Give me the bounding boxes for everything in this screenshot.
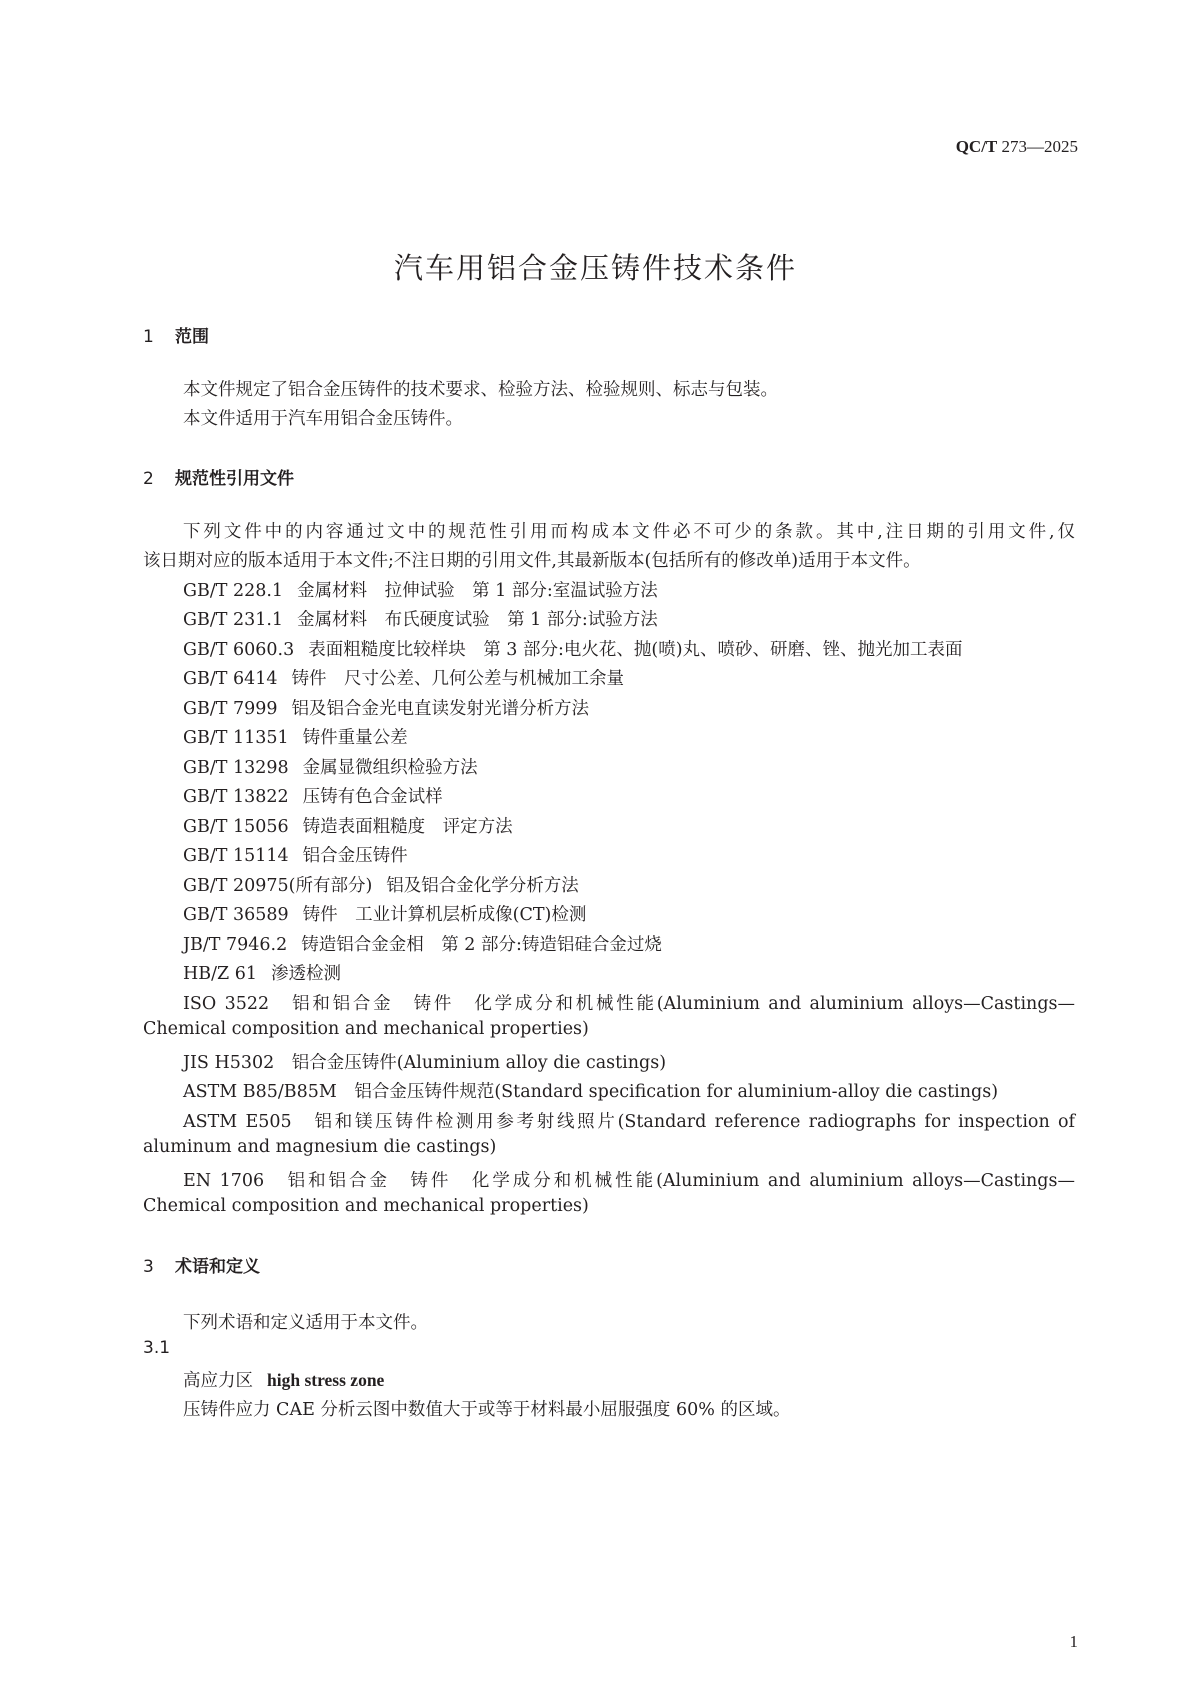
reference-iso-3522-line-2: Chemical composition and mechanical properties) <box>143 1019 589 1039</box>
reference-code: GB/T 231.1 <box>183 610 284 630</box>
reference-code: JB/T 7946.2 <box>183 935 288 955</box>
reference-title: 金属材料 布氏硬度试验 第 1 部分:试验方法 <box>297 610 658 630</box>
section-1-heading <box>143 322 209 347</box>
reference-astm-e505-line-1: ASTM E505 铝和镁压铸件检测用参考射线照片(Standard reference radiographs for inspection of <box>183 1112 1075 1132</box>
reference-code: GB/T 20975(所有部分) <box>183 876 373 896</box>
reference-item <box>143 636 1075 661</box>
reference-code: GB/T 11351 <box>183 728 289 748</box>
reference-item <box>143 842 1075 867</box>
section-3-heading <box>143 1252 260 1277</box>
reference-code: GB/T 13822 <box>183 787 289 807</box>
reference-code: GB/T 13298 <box>183 758 289 778</box>
document-title: 汽车用铝合金压铸件技术条件 <box>393 251 797 285</box>
reference-code: GB/T 6060.3 <box>183 640 295 660</box>
standard-number: 273—2025 <box>1001 137 1078 156</box>
reference-title: 压铸有色合金试样 <box>302 787 443 807</box>
reference-title: 铸件 尺寸公差、几何公差与机械加工余量 <box>291 669 625 689</box>
standard-prefix: QC/T <box>955 137 998 156</box>
references-intro-line-2: 该日期对应的版本适用于本文件;不注日期的引用文件,其最新版本(包括所有的修改单)适用于本文件。 <box>143 551 921 571</box>
reference-code: GB/T 228.1 <box>183 581 284 601</box>
reference-astm-b85: ASTM B85/B85M 铝合金压铸件规范(Standard specification for aluminium-alloy die castings) <box>183 1082 999 1102</box>
section-number: 2 <box>143 469 154 489</box>
term-english: high stress zone <box>267 1370 385 1390</box>
scope-paragraph-1: 本文件规定了铝合金压铸件的技术要求、检验方法、检验规则、标志与包装。 <box>183 380 778 400</box>
reference-item <box>143 606 1075 631</box>
term-chinese: 高应力区 <box>183 1371 253 1391</box>
term-number: 3.1 <box>143 1338 171 1358</box>
section-title: 术语和定义 <box>175 1257 260 1277</box>
reference-iso-3522-line-1: ISO 3522 铝和铝合金 铸件 化学成分和机械性能(Aluminium and aluminium alloys—Castings— <box>183 994 1075 1014</box>
section-title: 范围 <box>175 327 209 347</box>
reference-title: 铸件重量公差 <box>302 728 408 748</box>
section-title: 规范性引用文件 <box>175 469 294 489</box>
reference-item <box>143 665 1075 690</box>
references-intro-line-1: 下列文件中的内容通过文中的规范性引用而构成本文件必不可少的条款。其中,注日期的引用文件,仅 <box>183 522 1075 542</box>
section-number: 3 <box>143 1257 154 1277</box>
page-number: 1 <box>1069 1632 1078 1651</box>
reference-title: 铝合金压铸件 <box>302 846 408 866</box>
reference-title: 铸造表面粗糙度 评定方法 <box>302 817 513 837</box>
reference-astm-e505-line-2: aluminum and magnesium die castings) <box>143 1137 497 1157</box>
reference-title: 渗透检测 <box>271 964 342 984</box>
reference-item <box>143 695 1075 720</box>
reference-title: 铝及铝合金化学分析方法 <box>386 876 579 896</box>
reference-title: 金属材料 拉伸试验 第 1 部分:室温试验方法 <box>297 581 658 601</box>
reference-item <box>143 783 1075 808</box>
reference-item <box>143 931 1075 956</box>
reference-code: GB/T 15114 <box>183 846 289 866</box>
reference-code: GB/T 15056 <box>183 817 289 837</box>
terms-intro: 下列术语和定义适用于本文件。 <box>183 1313 428 1333</box>
reference-title: 表面粗糙度比较样块 第 3 部分:电火花、抛(喷)丸、喷砂、研磨、锉、抛光加工表面 <box>308 640 963 660</box>
section-2-heading <box>143 464 294 489</box>
reference-code: GB/T 36589 <box>183 905 289 925</box>
section-number: 1 <box>143 327 154 347</box>
term-heading <box>143 1367 1075 1392</box>
reference-code: HB/Z 61 <box>183 964 258 984</box>
reference-item <box>143 901 1075 926</box>
reference-code: GB/T 6414 <box>183 669 278 689</box>
reference-code: GB/T 7999 <box>183 699 278 719</box>
reference-title: 金属显微组织检验方法 <box>302 758 478 778</box>
reference-item <box>143 754 1075 779</box>
reference-en-1706-line-2: Chemical composition and mechanical properties) <box>143 1196 589 1216</box>
reference-item <box>143 960 1075 985</box>
reference-item <box>143 813 1075 838</box>
term-definition: 压铸件应力 CAE 分析云图中数值大于或等于材料最小屈服强度 60% 的区域。 <box>183 1400 791 1420</box>
reference-item <box>143 872 1075 897</box>
reference-title: 铸件 工业计算机层析成像(CT)检测 <box>302 905 587 925</box>
reference-title: 铸造铝合金金相 第 2 部分:铸造铝硅合金过烧 <box>301 935 662 955</box>
scope-paragraph-2: 本文件适用于汽车用铝合金压铸件。 <box>183 409 463 429</box>
reference-title: 铝及铝合金光电直读发射光谱分析方法 <box>291 699 590 719</box>
reference-item <box>143 577 1075 602</box>
reference-jis-h5302: JIS H5302 铝合金压铸件(Aluminium alloy die castings) <box>183 1053 667 1073</box>
reference-en-1706-line-1: EN 1706 铝和铝合金 铸件 化学成分和机械性能(Aluminium and aluminium alloys—Castings— <box>183 1171 1075 1191</box>
standard-code <box>956 137 1078 157</box>
reference-item <box>143 724 1075 749</box>
